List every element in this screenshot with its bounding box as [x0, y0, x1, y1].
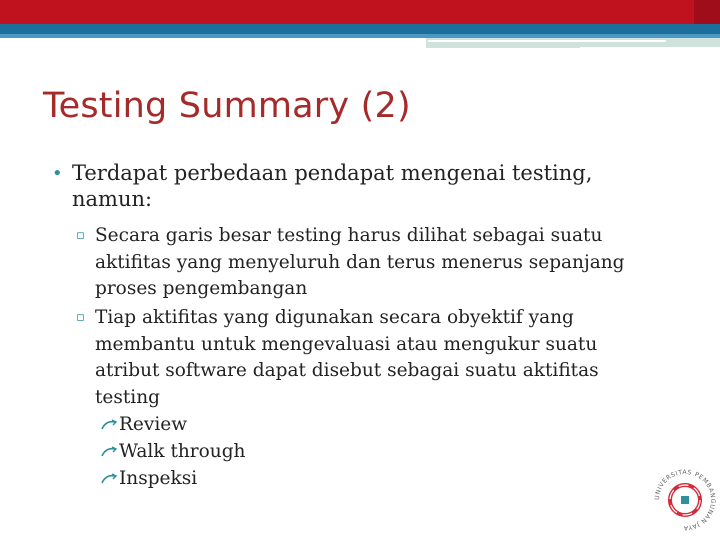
logo-text: UNIVERSITAS PEMBANGUNAN JAYA: [653, 468, 717, 532]
header-red-accent: [694, 0, 720, 24]
bullet-point: [52, 160, 652, 212]
sub-bullet-point: [76, 223, 666, 303]
hollow-square-bullet-icon: ▫: [76, 228, 85, 243]
university-logo: [652, 462, 718, 538]
header-red-bar: [0, 0, 720, 24]
example-text: Walk through: [119, 441, 246, 462]
curved-arrow-bullet-icon: [100, 473, 118, 485]
hollow-square-bullet-icon: ▫: [76, 310, 85, 325]
example-item: [100, 438, 245, 465]
example-text: Review: [119, 414, 188, 435]
slide-title: Testing Summary (2): [43, 86, 411, 126]
bullet-dot-icon: •: [52, 163, 63, 184]
example-item: [100, 465, 197, 492]
bullet-text: Terdapat perbedaan pendapat mengenai testing, namun:: [72, 161, 593, 211]
curved-arrow-bullet-icon: [100, 419, 118, 431]
header-teal-line: [426, 46, 580, 48]
curved-arrow-bullet-icon: [100, 446, 118, 458]
sub-bullet-text: Tiap aktifitas yang digunakan secara obyektif yang membantu untuk mengevaluasi atau mengukur suatu atribut software dapat disebut sebagai suatu aktifitas testing: [95, 307, 599, 408]
example-text: Inspeksi: [119, 468, 198, 489]
sub-bullet-point: [76, 305, 666, 411]
sub-bullet-text: Secara garis besar testing harus dilihat sebagai suatu aktifitas yang menyeluruh dan terus menerus sepanjang proses pengembangan: [95, 225, 625, 299]
example-item: [100, 411, 187, 438]
header-blue-bar: [0, 24, 720, 34]
header-white-line: [428, 40, 666, 42]
